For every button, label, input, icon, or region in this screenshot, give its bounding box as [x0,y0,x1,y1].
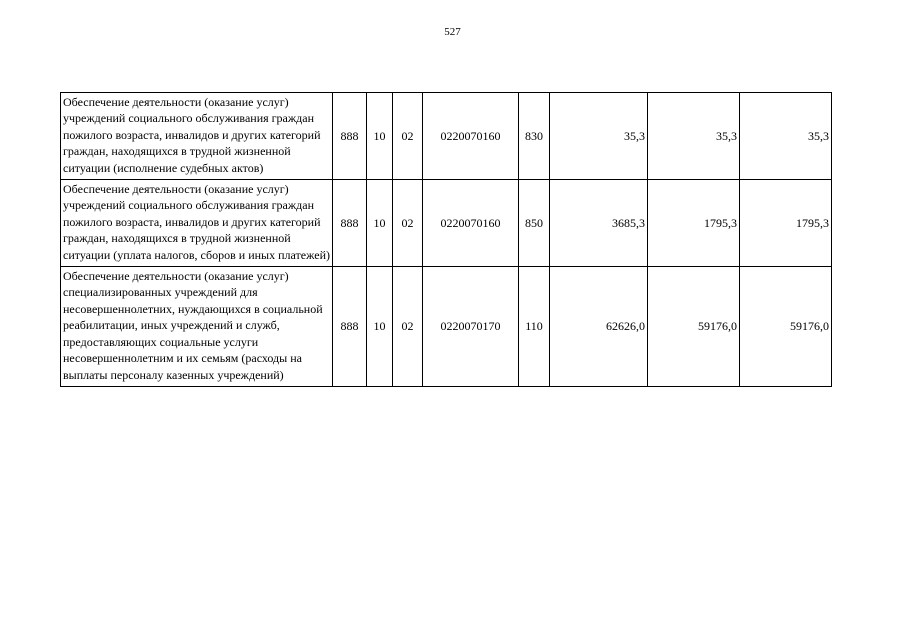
amount-year-2: 59176,0 [648,267,740,387]
amount-year-3: 35,3 [740,93,832,180]
grbs-code: 888 [333,267,367,387]
target-article-code: 0220070160 [423,93,519,180]
expense-type-code: 110 [519,267,550,387]
subsection-code: 02 [393,180,423,267]
subsection-code: 02 [393,267,423,387]
target-article-code: 0220070170 [423,267,519,387]
expense-type-code: 830 [519,93,550,180]
budget-table [60,92,832,387]
amount-year-2: 1795,3 [648,180,740,267]
table-row [61,180,832,267]
page-number: 527 [444,26,461,38]
amount-year-2: 35,3 [648,93,740,180]
grbs-code: 888 [333,180,367,267]
table-row [61,267,832,387]
amount-year-1: 35,3 [550,93,648,180]
amount-year-3: 1795,3 [740,180,832,267]
section-code: 10 [367,93,393,180]
expense-type-code: 850 [519,180,550,267]
row-description: Обеспечение деятельности (оказание услуг) специализированных учреждений для несовершеннолетних, нуждающихся в социальной реабилитации, иных учреждений и служб, предоставляющих социальные услуги несовершеннолетним и их семьям (расходы на выплаты персоналу казенных учреждений) [61,267,333,387]
amount-year-1: 62626,0 [550,267,648,387]
row-description: Обеспечение деятельности (оказание услуг) учреждений социального обслуживания граждан пожилого возраста, инвалидов и других категорий граждан, находящихся в трудной жизненной ситуации (уплата налогов, сборов и иных платежей) [61,180,333,267]
row-description: Обеспечение деятельности (оказание услуг) учреждений социального обслуживания граждан пожилого возраста, инвалидов и других категорий граждан, находящихся в трудной жизненной ситуации (исполнение судебных актов) [61,93,333,180]
subsection-code: 02 [393,93,423,180]
table-row [61,93,832,180]
amount-year-1: 3685,3 [550,180,648,267]
section-code: 10 [367,267,393,387]
grbs-code: 888 [333,93,367,180]
target-article-code: 0220070160 [423,180,519,267]
section-code: 10 [367,180,393,267]
amount-year-3: 59176,0 [740,267,832,387]
